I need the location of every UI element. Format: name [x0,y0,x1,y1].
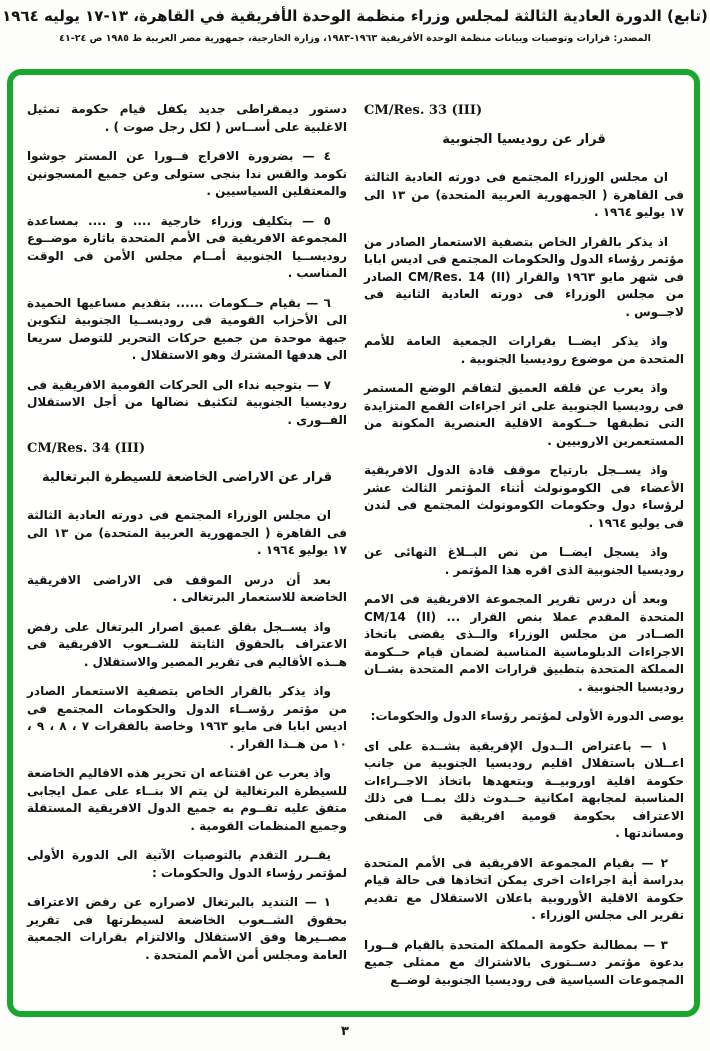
column-right-primary [364,101,684,1011]
paragraph: يقــرر التقدم بالتوصيات الآتية الى الدورة الأولى لمؤتمر رؤساء الدول والحكومات : [27,848,347,880]
paragraph: وبعد أن درس تقرير المجموعة الافريقية فى الامم المتحدة المقدم عملا بنص القرار ... CM/14 (II) الصــادر من مجلس الوزراء والــذى يقضى باتخاذ الاجراءات الدبلوماسية المناسبة لضمان قيام حــكومة المملكة المتحدة بتطبيق قرارات الامم المتحدة بشــان روديسيا الجنوبية . [364,592,685,694]
resolution-number-cm-res-33: CM/Res. 33 (III) [364,103,483,118]
numbered-item-5: ٥ — بتكليف وزراء خارجية .... و .... بمساعدة المجموعة الافريقية فى الأمم المتحدة باثارة موضــوع روديســيا الجنوبية أمــام مجلس الأمن فى الوقت المناسب . [27,213,347,280]
resolution-title-portuguese-territories: قرار عن الاراضى الخاضعة للسيطرة البرتغالية [42,470,332,485]
numbered-item-2: ٢ — بقيام المجموعة الافريقية فى الأمم المتحدة بدراسة أية اجراءات اخرى يمكن اتخاذها فى حالة قيام حكومة الاقلية الأوروبية باعلان الاستقلال مع تقديم تقرير الى مجلس الوزراء . [364,855,684,922]
numbered-item-1: ١ — التنديد بالبرتغال لاصراره عن رفض الاعتراف بحقوق الشــعوب الخاضعة لسيطرتها فى تقرير مصــيرها وفق الاستقلال والالتزام بقرارات الجمعية العامة ومجلس أمن الأمم المتحدة . [27,895,347,962]
paragraph-continuation: دستور ديمقراطى جديد يكفل قيام حكومة تمثيل الاغلبية على أســاس ( لكل رجل صوت ) . [27,102,347,134]
document-frame [7,69,700,1017]
numbered-item-1: ١ — باعتراض الــدول الإفريقية بشــدة على اى اعــلان باستقلال اقليم روديسيا الجنوبية من جانب حكومة اقلية اوروبيــة وبتعهدها باتخاذ الاجــراءات المناسبة لمجابهة امكانية حــدوث ذلك بمــا فى ذلك الاعتراف بحكومة قومية افريقية فى المنفى ومساندتها . [364,738,684,840]
paragraph: اذ يذكر بالقرار الخاص بتصفية الاستعمار الصادر من مؤتمر رؤساء الدول والحكومات المجتمع فى اديس ابابا فى شهر مايو ١٩٦٣ والقرار CM/Res. 14 (II) الصادر من مجلس الوزراء فى دورته العادية الثانية فى لاجــوس . [364,234,684,319]
paragraph: واذ يســجل بقلق عميق اصرار البرتغال على رفض الاعتراف بالحقوق الثابتة للشــعوب الافريقية فى هــذه الأقاليم فى تقرير المصير والاستقلال . [27,619,347,669]
header-source-note: المصدر: قرارات وتوصيات وبيانات منظمة الوحدة الأفريقية ١٩٦٣-١٩٨٣، وزارة الخارجية، جمهورية مصر العربية ط ١٩٨٥ ص ٢٤-٤١ [59,33,651,44]
paragraph: واذ يســجل بارتياح موقف قادة الدول الافريقية الأعضاء فى الكومونولث أثناء المؤتمر الثالث عشر لرؤساء دول وحكومات الكومونولث المجتمع فى لندن فى يوليو ١٩٦٤ . [364,463,684,530]
column-left-continuation [27,101,347,1011]
paragraph: بعد أن درس الموقف فى الاراضى الافريقية الخاضعة للاستعمار البرتغالى . [27,572,347,604]
numbered-item-7: ٧ — بتوجيه نداء الى الحركات القومية الافريقية فى روديسيا الجنوبية لتكثيف نضالها من أجل الاستقلال الفــورى . [27,377,347,427]
header-title: (تابع) الدورة العادية الثالثة لمجلس وزراء منظمة الوحدة الأفريقية في القاهرة، ١٣-١٧ يوليه ١٩٦٤ [2,7,708,25]
paragraph: يوصى الدورة الأولى لمؤتمر رؤساء الدول والحكومات: [370,709,684,723]
numbered-item-4: ٤ — بضرورة الافراج فــورا عن المستر جوشوا نكومد والقس ندا بنجى ستولى وعن جميع المسجونين والمعتقلين السياسيين . [27,149,347,198]
paragraph: واذ يذكر ايضــا بقرارات الجمعية العامة للأمم المتحدة من موضوع روديسيا الجنوبية . [364,334,684,366]
page-header [0,7,710,44]
resolution-number-cm-res-34: CM/Res. 34 (III) [27,441,146,456]
paragraph: واذ يعرب عن اقتناعه ان تحرير هذه الاقاليم الخاضعة للسيطرة البرتغالية لن يتم الا بنــاء على عمل ايجابى متفق عليه تقــوم به جميع الدول الافريقية المستقلة وجميع المنظمات القومية . [27,766,347,833]
document-columns [13,75,694,1011]
paragraph: ان مجلس الوزراء المجتمع فى دورته العادية الثالثة فى القاهرة ( الجمهورية العربية المتحدة) من ١٣ الى ١٧ يوليو ١٩٦٤ . [364,170,684,219]
paragraph: واذ يسجل ايضــا من نص البــلاغ النهائى عن روديسيا الجنوبية الذى اقره هذا المؤتمر . [364,545,684,577]
page-number: ٣ [341,1024,349,1039]
resolution-title-southern-rhodesia: قرار عن روديسيا الجنوبية [442,132,606,147]
numbered-item-3: ٣ — بمطالبة حكومة المملكة المتحدة بالقيام فــورا بدعوة مؤتمر دســتورى بالاشتراك مع ممثلى جميع المجموعات السياسية فى روديسيا الجنوبية لوضــع [364,937,684,987]
numbered-item-6: ٦ — بقيام حــكومات ...... بتقديم مساعيها الحميدة الى الأحزاب القومية فى روديســيا الجنوبية لتكوين جبهة موحدة من جميع حركات التحرير للتوصل سريعا الى هدفها المشترك وهو الاستقلال . [27,295,347,362]
paragraph: ان مجلس الوزراء المجتمع فى دورته العادية الثالثة فى القاهرة ( الجمهورية العربية المتحدة) من ١٣ الى ١٧ يوليو ١٩٦٤ . [27,508,347,557]
paragraph: واذ يعرب عن قلقه العميق لتفاقم الوضع المستمر فى روديسيا الجنوبية على اثر اجراءات القمع المتزايدة التى تطبقها حــكومة الاقلية العنصرية المكونة من المستعمرين الاروبيين . [364,381,684,448]
paragraph: واذ يذكر بالقرار الخاص بتصفية الاستعمار الصادر من مؤتمر رؤســاء الدول والحكومات المجتمع فى اديس ابابا فى مايو ١٩٦٣ وخاصة بالفقرات ٧ ، ٨ ، ٩ ، ١٠ من هــذا القرار . [27,684,347,751]
